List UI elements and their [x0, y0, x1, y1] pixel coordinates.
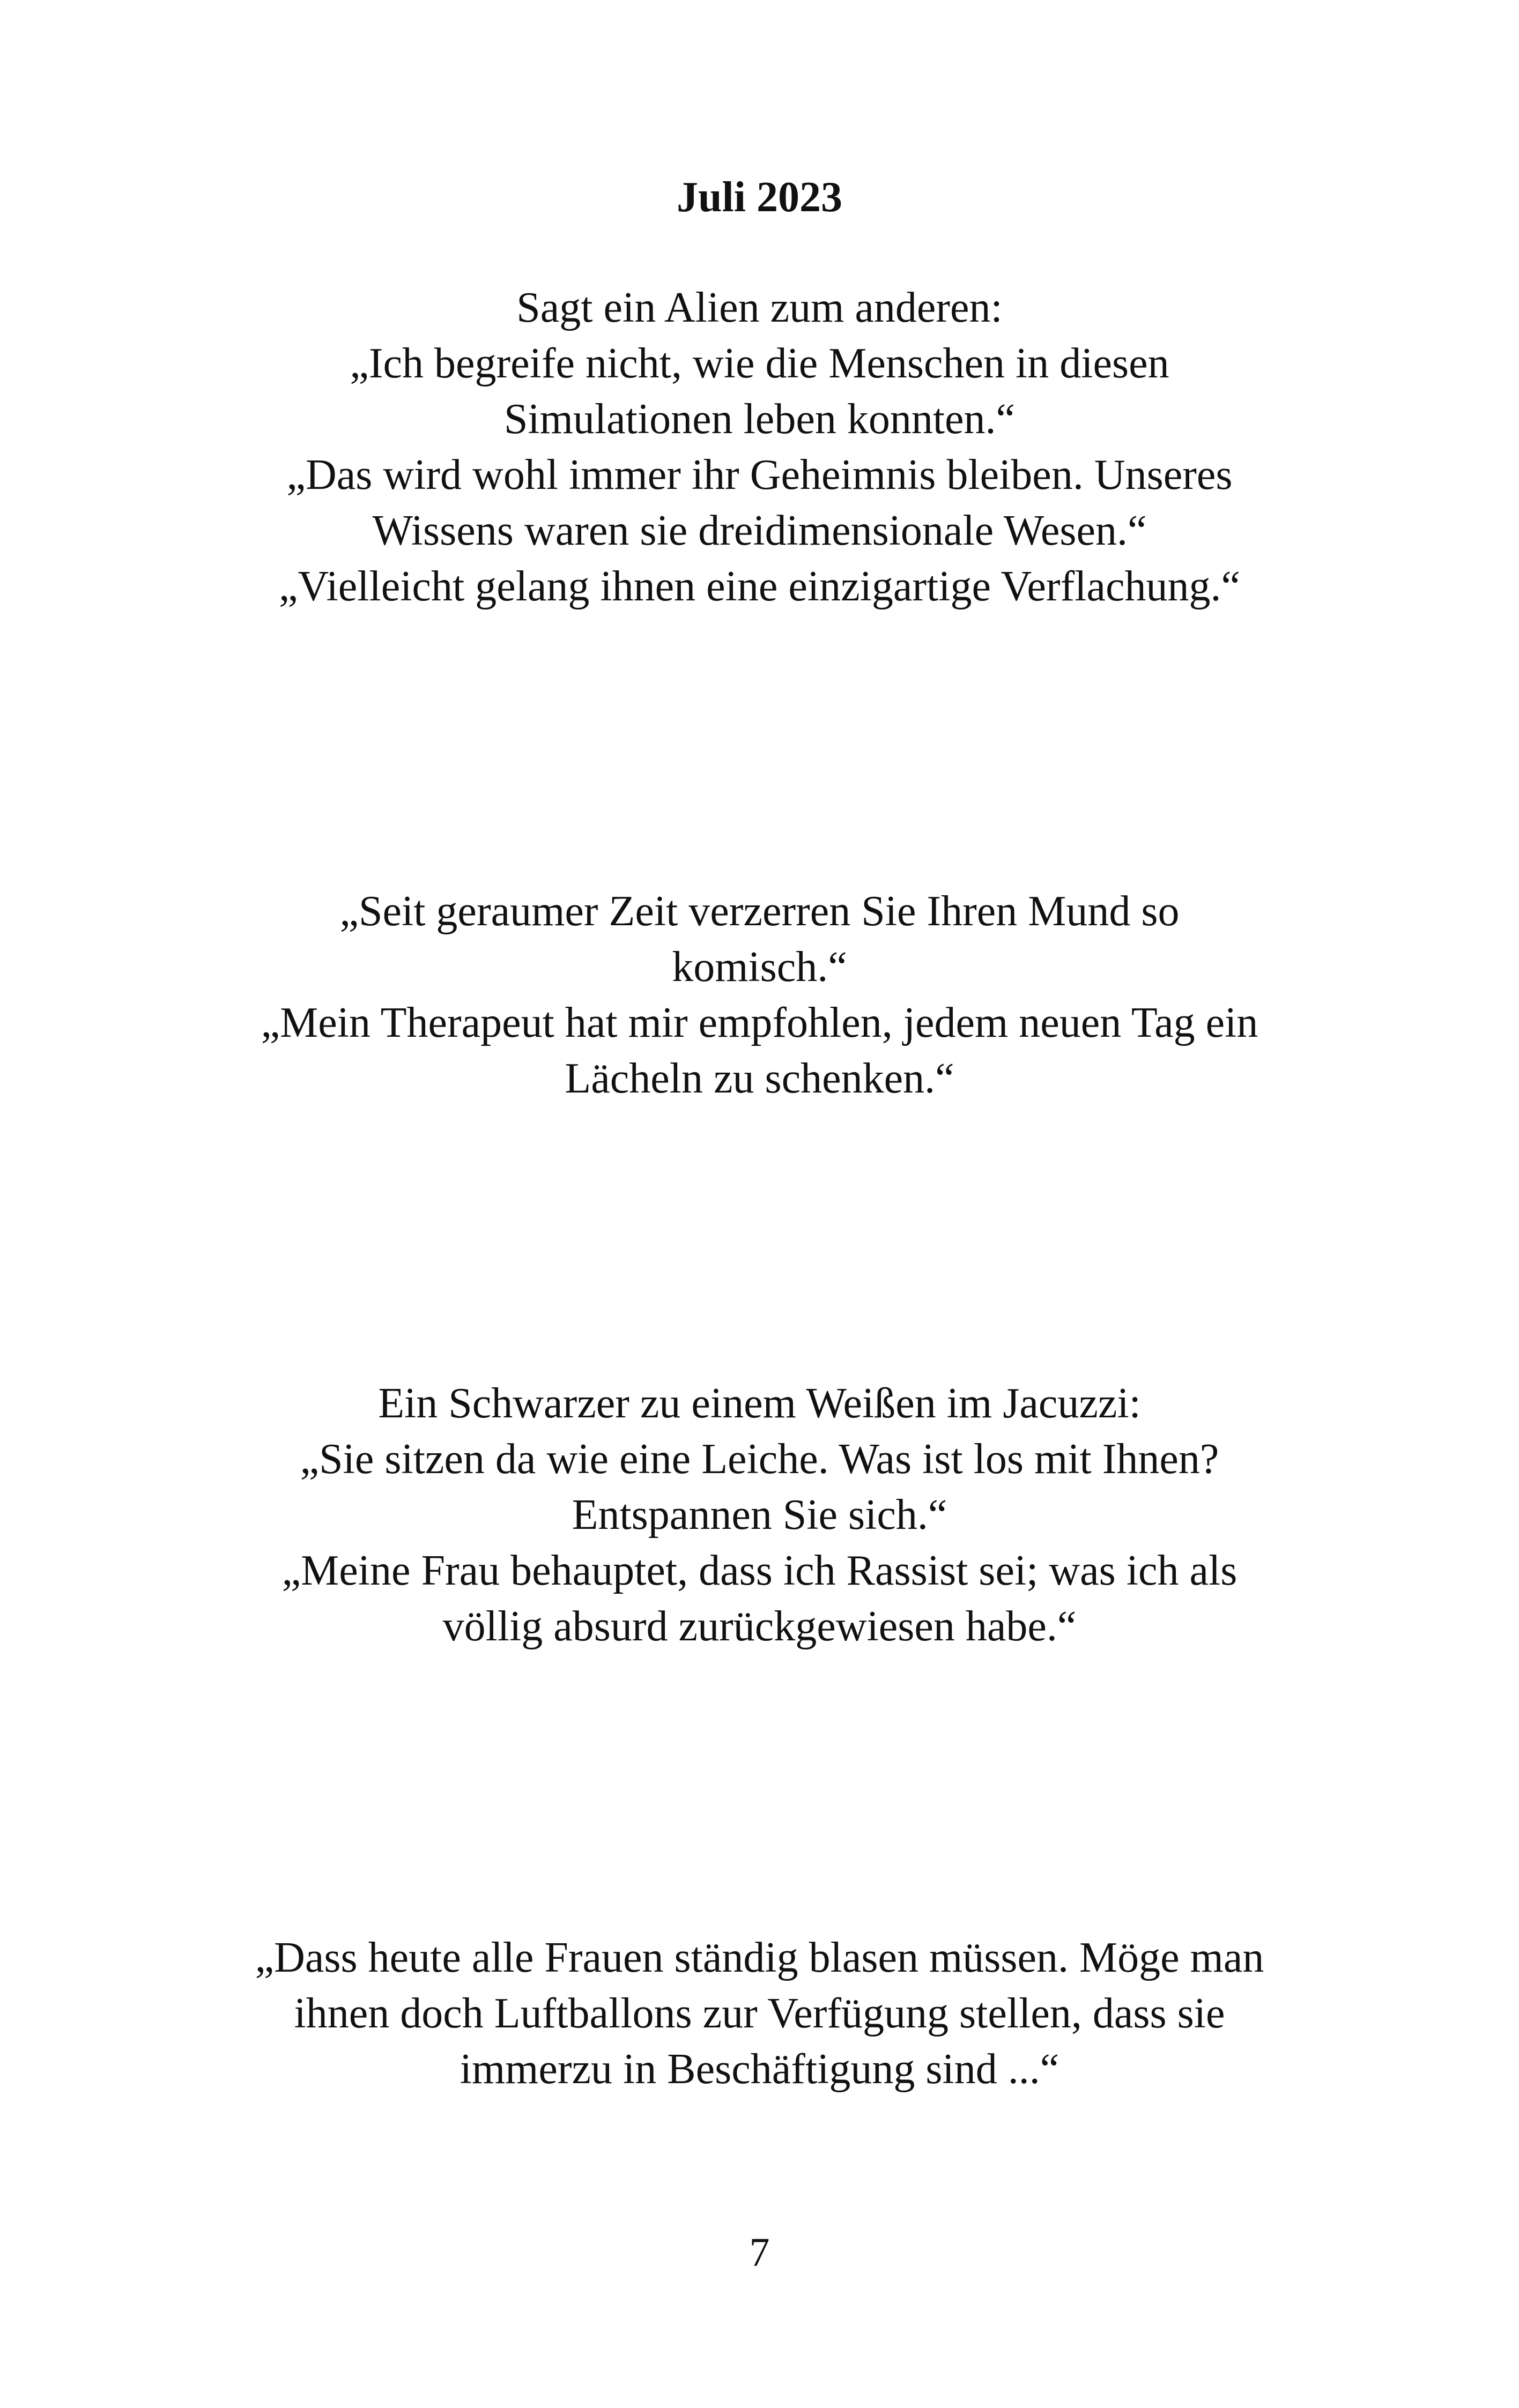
- text-line: Sagt ein Alien zum anderen:: [516, 284, 1003, 331]
- text-line: ihnen doch Luftballons zur Verfügung stellen, dass sie: [294, 1990, 1225, 2037]
- text-line: Simulationen leben konnten.“: [503, 396, 1016, 443]
- joke-section-3: [0, 1376, 1519, 1654]
- text-line: immerzu in Beschäftigung sind ...“: [460, 2046, 1059, 2093]
- joke-section-2: [0, 883, 1519, 1106]
- page-title: Juli 2023: [677, 174, 842, 221]
- text-line: „Meine Frau behauptet, dass ich Rassist sei; was ich als: [281, 1547, 1238, 1594]
- text-line: „Vielleicht gelang ihnen eine einzigartige Verflachung.“: [279, 563, 1240, 610]
- text-line: „Mein Therapeut hat mir empfohlen, jedem neuen Tag ein: [261, 999, 1258, 1046]
- text-line: komisch.“: [672, 943, 847, 991]
- joke-section-1: [0, 280, 1519, 614]
- text-line: „Dass heute alle Frauen ständig blasen müssen. Möge man: [255, 1934, 1264, 1981]
- page-number: 7: [749, 2230, 770, 2275]
- text-line: Wissens waren sie dreidimensionale Wesen.“: [372, 507, 1147, 554]
- text-line: Lächeln zu schenken.“: [565, 1055, 954, 1102]
- text-line: „Seit geraumer Zeit verzerren Sie Ihren Mund so: [339, 888, 1180, 935]
- text-line: Ein Schwarzer zu einem Weißen im Jacuzzi:: [378, 1380, 1141, 1427]
- joke-section-4: [0, 1930, 1519, 2097]
- text-line: völlig absurd zurückgewiesen habe.“: [442, 1603, 1077, 1650]
- text-line: „Sie sitzen da wie eine Leiche. Was ist los mit Ihnen?: [300, 1436, 1219, 1483]
- text-line: „Ich begreife nicht, wie die Menschen in diesen: [350, 340, 1169, 387]
- text-line: „Das wird wohl immer ihr Geheimnis bleiben. Unseres: [286, 451, 1233, 499]
- text-line: Entspannen Sie sich.“: [572, 1491, 947, 1539]
